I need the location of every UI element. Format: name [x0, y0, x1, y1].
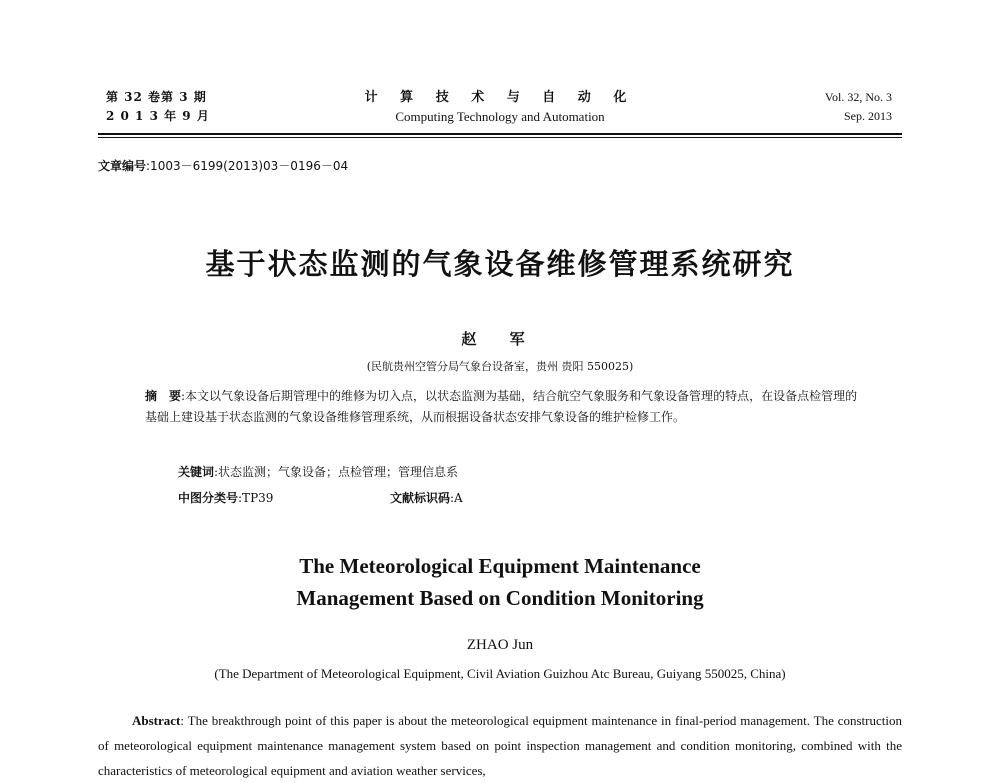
abstract-en: [98, 708, 902, 783]
journal-name-cn: 计 算 技 术 与 自 动 化: [364, 90, 636, 105]
volume-cn: 第 32 卷第 3 期: [106, 90, 207, 104]
abstract-en-text: : The breakthrough point of this paper is about the meteorological equipment maintenance in final-period management. The construction of meteorological equipment maintenance management system based on point inspection management and condition monitoring, combined with the characteristics of meteorological equipment and aviation weather services,: [98, 713, 902, 778]
abstract-en-label: Abstract: [132, 713, 181, 728]
clc-number: [178, 489, 273, 506]
abstract-cn-text: :本文以气象设备后期管理中的维修为切入点，以状态监测为基础，结合航空气象服务和气象设备管理的特点，在设备点检管理的基础上建设基于状态监测的气象设备维修管理系统，从而根据设备状态安排气象设备的维护检修工作。: [145, 389, 858, 424]
keywords-cn-text: :状态监测；气象设备；点检管理；管理信息系: [214, 465, 459, 479]
date-cn: 2 0 1 3 年 9 月: [106, 109, 210, 123]
header-rule-thin: [98, 137, 902, 138]
journal-issue-en: [825, 88, 892, 126]
document-code-value: :A: [450, 491, 463, 505]
affiliation-en: (The Department of Meteorological Equipment, Civil Aviation Guizhou Atc Bureau, Guiyang 550025, China): [214, 666, 786, 681]
abstract-cn-label: 摘 要: [145, 389, 182, 403]
title-en-line2: Management Based on Condition Monitoring: [296, 586, 704, 610]
article-number-label: 文章编号: [98, 159, 147, 173]
journal-name-en: Computing Technology and Automation: [395, 109, 605, 124]
title-cn: 基于状态监测的气象设备维修管理系统研究: [205, 247, 795, 281]
affiliation-cn: (民航贵州空管分局气象台设备室，贵州 贵阳 550025): [366, 360, 634, 373]
date-en: Sep. 2013: [844, 109, 892, 123]
author-cn: 赵 军: [461, 330, 539, 348]
document-code-label: 文献标识码: [390, 491, 451, 505]
document-code: [390, 489, 463, 506]
header-rule-thick: [98, 133, 902, 135]
clc-value: :TP39: [238, 491, 274, 505]
keywords-cn-label: 关键词: [178, 465, 215, 479]
title-en: [0, 550, 1000, 614]
volume-en: Vol. 32, No. 3: [824, 90, 892, 104]
clc-label: 中图分类号: [178, 491, 239, 505]
abstract-cn: [145, 386, 861, 428]
article-number-value: :1003－6199(2013)03－0196－04: [146, 159, 349, 173]
author-en: ZHAO Jun: [466, 637, 534, 653]
title-en-line1: The Meteorological Equipment Maintenance: [299, 554, 701, 578]
keywords-cn: [178, 463, 458, 480]
article-number: [98, 157, 348, 174]
